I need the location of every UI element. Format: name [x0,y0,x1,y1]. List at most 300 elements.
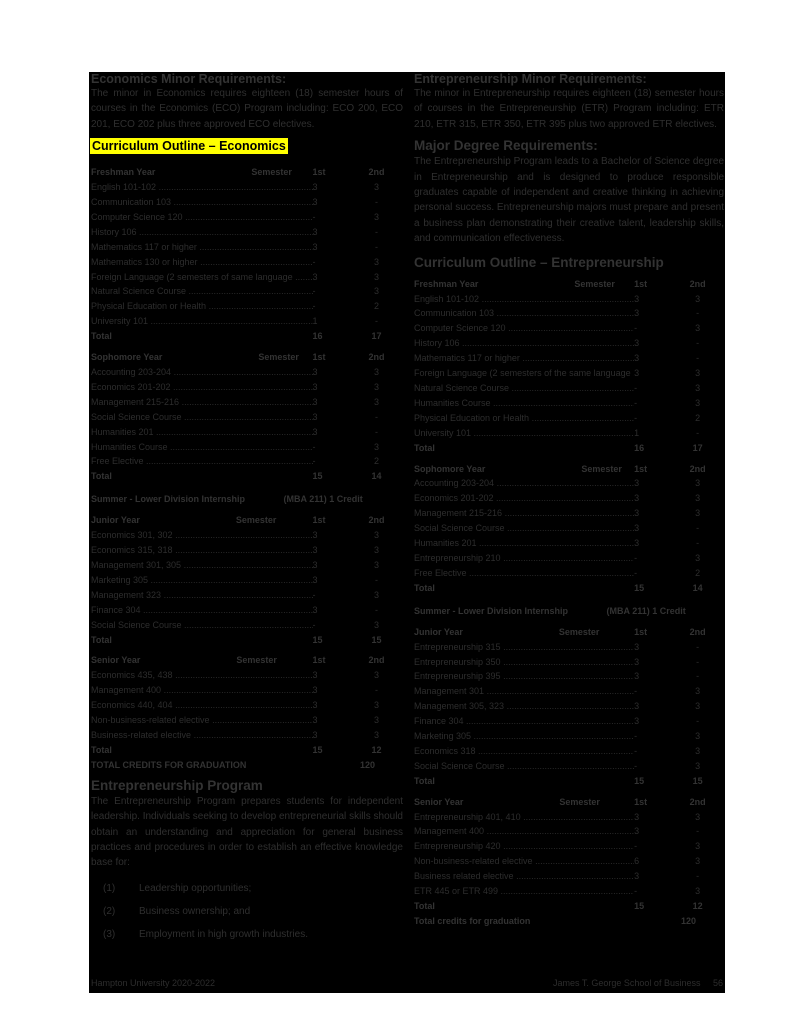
course-name: English 101-102 ..... [414,292,634,307]
credits-first-sem: - [312,256,316,267]
course-name: Humanities Course ..... [414,396,634,411]
course-row [414,306,724,321]
year-title: Junior Year [414,626,463,637]
year-block [414,625,724,789]
total-second-sem: 15 [371,634,382,645]
etr-internship [414,604,724,619]
col-second-sem: 2nd [368,655,385,666]
course-name: Computer Science 120 ..... [91,210,313,225]
credits-first-sem: - [634,567,638,578]
year-block [91,350,403,484]
total-label: Total [414,442,435,453]
etr-internship-label: Summer - Lower Division Internship [414,605,569,616]
total-second-sem: 15 [692,775,703,786]
etr-program-heading: Entrepreneurship Program [91,777,263,793]
year-block [91,165,403,344]
item-number: (3) [103,928,116,940]
course-row [91,425,403,440]
total-first-sem: 15 [312,634,323,645]
credits-second-sem: - [374,574,378,585]
course-row [91,210,403,225]
econ-lower-years [91,165,403,484]
course-name: University 101 ..... [91,314,313,329]
course-name: Physical Education or Health ..... [414,411,634,426]
catalog-page [89,72,725,993]
credits-second-sem: - [696,871,700,882]
course-row [91,440,403,455]
course-row [414,744,724,759]
curriculum-table [91,350,403,484]
credits-second-sem: 3 [373,381,379,392]
curriculum-table [91,165,403,344]
credits-first-sem: 3 [634,308,640,319]
course-name: Economics 318 ..... [414,744,634,759]
total-first-sem: 16 [634,442,645,453]
credits-first-sem: 3 [634,338,640,349]
course-row [91,240,403,255]
course-name: Foreign Language (2 semesters of same language ..... [91,270,313,285]
credits-first-sem: - [634,323,638,334]
credits-first-sem: 3 [634,293,640,304]
credits-first-sem: 3 [634,811,640,822]
year-title: Senior Year [91,655,141,666]
course-row [414,506,724,521]
credits-first-sem: 3 [312,367,318,377]
course-row [414,759,724,774]
etr-internship-credit: (MBA 211) 1 Credit [606,605,686,616]
course-name: Management 215-216 ..... [91,395,313,410]
course-name: ETR 445 or ETR 499 ..... [414,884,634,899]
course-name: Computer Science 120 ..... [414,321,634,336]
year-title: Senior Year [414,796,464,807]
econ-outline-heading: Curriculum Outline – Economics [92,139,286,154]
credits-first-sem: 3 [312,396,318,407]
course-name: Mathematics 117 or higher ..... [91,240,313,255]
credits-first-sem: - [634,552,638,563]
credits-second-sem: 3 [695,478,701,489]
course-name: Humanities 201 ..... [414,536,634,551]
course-name: Management 400 ..... [414,824,634,839]
credits-first-sem: 3 [312,271,318,282]
course-row [91,255,403,270]
credits-first-sem: - [634,760,638,771]
total-row [414,899,724,914]
credits-second-sem: - [374,197,378,208]
course-name: Accounting 203-204 ..... [91,365,313,380]
credits-second-sem: 3 [373,729,379,740]
course-name: Natural Science Course ..... [414,381,634,396]
course-row [414,854,724,869]
credits-second-sem: 2 [695,412,701,423]
course-row [91,195,403,210]
course-row [91,558,403,573]
credits-first-sem: 3 [312,411,318,422]
col-second-sem: 2nd [689,626,706,637]
year-block [414,462,724,596]
credits-second-sem: 3 [695,397,701,408]
credits-second-sem: - [696,716,700,727]
col-first-sem: 1st [312,515,326,526]
footer-right [553,978,723,988]
footer-school: James T. George School of Business [553,978,701,988]
total-label: Total [91,331,112,342]
etr-program-text: The Entrepreneurship Program prepares students for independent leadership. Individuals seeking to develop entrepreneurial skills should obtain an understanding and appreciation for general business practices and procedures in order to establish an effective knowledge base for: [91,795,403,869]
course-name: Entrepreneurship 350 ..... [414,655,634,670]
curriculum-table [91,653,403,757]
total-first-sem: 15 [634,582,645,593]
credits-second-sem: 2 [695,567,701,578]
course-name: Economics 301, 302 ..... [91,528,313,543]
course-name: Free Elective ..... [414,566,634,581]
credits-second-sem: 3 [373,619,379,630]
course-name: University 101 ..... [414,426,634,441]
semester-label: Semester [236,655,277,666]
credits-second-sem: 3 [695,686,701,697]
credits-first-sem: 3 [634,641,640,652]
major-req-text: The Entrepreneurship Program leads to a Bachelor of Science degree in Entrepreneurship and is designed to produce responsible graduates capable of independent and creative thinking in achieving personal success. Entrepreneurship majors must prepare and present a business plan demonstrating their creative talent, leadership skills, and communication effectiveness. [414,156,724,245]
credits-second-sem: 3 [373,670,379,681]
credits-second-sem: - [374,604,378,615]
credits-first-sem: 3 [312,530,318,541]
credits-second-sem: 3 [695,383,701,393]
year-header-row [91,350,403,365]
course-name: Management 301 ..... [414,684,634,699]
total-label: Total [91,634,112,645]
credits-second-sem: 3 [373,545,379,556]
credits-second-sem: 3 [373,256,379,267]
credits-first-sem: - [634,731,638,742]
course-row [414,699,724,714]
course-name: Business-related elective ..... [91,728,313,743]
course-name: Economics 201-202 ..... [414,491,634,506]
credits-first-sem: 3 [634,716,640,727]
course-name: Business related elective ..... [414,869,634,884]
credits-first-sem: 3 [312,700,318,711]
total-row [91,743,403,758]
course-row [414,551,724,566]
course-row [91,365,403,380]
total-row [414,581,724,596]
course-row [414,411,724,426]
credits-first-sem: 3 [634,353,640,364]
major-req-heading: Major Degree Requirements: [414,138,598,154]
col-second-sem: 2nd [689,463,706,474]
total-first-sem: 15 [312,744,323,755]
econ-grad-value: 120 [359,759,375,770]
year-header-row [91,653,403,668]
semester-label: Semester [558,626,600,637]
year-header-row [414,462,724,477]
etr-upper-years [414,625,724,914]
course-row [91,395,403,410]
etr-grad-label: Total credits for graduation [414,915,531,926]
credits-second-sem: 3 [695,323,701,334]
credits-first-sem: 3 [312,545,318,556]
course-name: Free Elective ..... [91,454,313,469]
item-number: (1) [103,882,116,894]
course-row [91,728,403,743]
credits-second-sem: 2 [373,456,379,467]
credits-first-sem: - [634,886,638,897]
col-second-sem: 2nd [689,796,706,807]
course-row [91,284,403,299]
course-row [414,714,724,729]
total-second-sem: 14 [371,471,382,482]
course-row [91,603,403,618]
semester-label: Semester [559,796,600,807]
year-block [91,513,403,647]
course-name: History 106 ..... [414,336,634,351]
course-row [91,713,403,728]
course-row [414,521,724,536]
course-name: Mathematics 130 or higher ..... [91,255,313,270]
credits-second-sem: - [696,826,700,837]
year-title: Freshman Year [91,167,156,178]
total-first-sem: 15 [634,775,645,786]
year-block [414,277,724,456]
course-name: Management 301, 305 ..... [91,558,313,573]
credits-second-sem: 3 [373,286,379,297]
credits-first-sem: 3 [312,381,318,392]
course-name: Non-business-related elective ..... [414,854,634,869]
credits-first-sem: 1 [634,427,640,438]
course-row [414,869,724,884]
credits-first-sem: 3 [312,241,318,252]
total-second-sem: 17 [371,331,382,342]
course-row [414,426,724,441]
credits-second-sem: - [696,641,700,652]
year-header-row [91,513,403,528]
course-row [414,824,724,839]
total-row [91,469,403,484]
course-name: Mathematics 117 or higher ..... [414,351,634,366]
etr-lower-years [414,277,724,596]
credits-second-sem: - [374,226,378,237]
etr-program-item [91,881,403,896]
credits-first-sem: - [312,456,316,467]
course-name: Entrepreneurship 210 ..... [414,551,634,566]
etr-minor-text: The minor in Entrepreneurship requires eighteen (18) semester hours of courses in the Entrepreneurship (ETR) Program including: ETR 210, ETR 315, ETR 350, ETR 395 plus two approved ETR electives. [414,88,724,130]
credits-second-sem: - [696,427,700,438]
course-row [91,380,403,395]
credits-first-sem: 3 [312,685,318,696]
col-first-sem: 1st [312,352,326,363]
year-title: Sophomore Year [414,463,486,474]
total-first-sem: 15 [312,471,323,482]
credits-second-sem: 3 [695,508,701,519]
credits-second-sem: - [374,685,378,696]
credits-second-sem: - [374,426,378,437]
col-second-sem: 2nd [368,352,385,363]
total-first-sem: 16 [312,331,323,342]
year-header-row [414,795,724,810]
econ-grad-total [91,758,403,772]
course-name: Management 323 ..... [91,588,313,603]
year-title: Sophomore Year [91,352,163,363]
credits-second-sem: - [374,316,378,327]
course-row [91,225,403,240]
credits-second-sem: 3 [373,700,379,711]
credits-second-sem: 3 [373,715,379,726]
col-first-sem: 1st [634,463,648,474]
course-name: Communication 103 ..... [414,306,634,321]
credits-first-sem: 3 [312,670,318,681]
course-name: Management 215-216 ..... [414,506,634,521]
course-name: Marketing 305 ..... [414,729,634,744]
credits-second-sem: - [696,353,700,364]
course-row [414,321,724,336]
total-label: Total [91,471,112,482]
credits-first-sem: 3 [312,182,318,193]
total-second-sem: 12 [371,744,382,755]
course-name: Entrepreneurship 420 ..... [414,839,634,854]
footer-left: Hampton University 2020-2022 [91,978,216,988]
course-row [414,669,724,684]
credits-second-sem: 3 [373,530,379,541]
item-text: Business ownership; and [139,905,251,917]
course-row [91,454,403,469]
etr-program-item [91,927,403,942]
year-block [91,653,403,757]
credits-second-sem: - [696,656,700,667]
etr-grad-total [414,914,724,928]
total-row [91,633,403,648]
course-row [91,618,403,633]
course-row [91,180,403,195]
credits-first-sem: 6 [634,856,640,867]
semester-label: Semester [251,167,292,178]
credits-second-sem: 3 [695,368,701,379]
credits-first-sem: - [634,412,638,423]
course-row [414,655,724,670]
credits-first-sem: - [634,745,638,756]
credits-second-sem: 3 [695,745,701,756]
course-name: Finance 304 ..... [91,603,313,618]
credits-first-sem: 3 [634,871,640,882]
econ-minor-text: The minor in Economics requires eighteen (18) semester hours of courses in the Economics (ECO) Program including: ECO 200, ECO 201, ECO 202 plus three approved ECO electives. [91,88,403,130]
credits-first-sem: 1 [312,316,318,327]
col-first-sem: 1st [634,626,648,637]
course-name: Entrepreneurship 315 ..... [414,640,634,655]
credits-second-sem: 3 [695,701,701,712]
credits-second-sem: - [374,241,378,252]
credits-first-sem: 3 [312,426,318,437]
year-header-row [414,625,724,640]
credits-first-sem: - [634,383,638,393]
etr-program-item [91,904,403,919]
col-first-sem: 1st [634,278,648,289]
etr-grad-value: 120 [680,915,696,926]
credits-first-sem: 3 [312,226,318,237]
course-row [414,810,724,825]
credits-second-sem: 3 [695,293,701,304]
credits-first-sem: 3 [312,604,318,615]
credits-first-sem: 3 [312,559,318,570]
credits-second-sem: - [696,538,700,549]
course-name: Economics 440, 404 ..... [91,698,313,713]
year-header-row [91,165,403,180]
total-row [414,441,724,456]
curriculum-table [91,513,403,647]
credits-first-sem: 3 [634,523,640,534]
course-row [91,683,403,698]
credits-second-sem: 3 [695,731,701,742]
course-name: Marketing 305 ..... [91,573,313,588]
credits-second-sem: - [696,523,700,534]
credits-first-sem: 3 [312,197,318,208]
credits-first-sem: - [312,286,316,297]
course-name: English 101-102 ..... [91,180,313,195]
col-second-sem: 2nd [368,167,385,178]
course-name: Entrepreneurship 395 ..... [414,669,634,684]
credits-first-sem: 3 [634,493,640,504]
total-row [91,329,403,344]
course-name: Economics 435, 438 ..... [91,668,313,683]
econ-internship [91,492,403,507]
course-name: Social Science Course ..... [91,618,313,633]
credits-second-sem: 3 [373,271,379,282]
total-label: Total [414,582,435,593]
semester-label: Semester [574,278,615,289]
econ-minor-heading: Economics Minor Requirements: [91,72,287,86]
course-row [414,684,724,699]
course-row [91,573,403,588]
course-name: Communication 103 ..... [91,195,313,210]
total-second-sem: 17 [692,442,703,453]
course-row [414,292,724,307]
total-second-sem: 14 [692,582,703,593]
year-header-row [414,277,724,292]
course-name: Natural Science Course ..... [91,284,313,299]
credits-second-sem: - [696,671,700,682]
credits-first-sem: - [312,211,316,222]
credits-first-sem: - [634,397,638,408]
credits-second-sem: - [696,338,700,349]
course-name: Finance 304 ..... [414,714,634,729]
course-row [414,884,724,899]
course-row [414,366,724,381]
course-row [91,698,403,713]
year-title: Junior Year [91,515,140,526]
course-name: Economics 201-202 ..... [91,380,313,395]
credits-second-sem: 3 [695,493,701,504]
course-row [414,729,724,744]
credits-second-sem: 3 [373,367,379,377]
total-second-sem: 12 [692,901,703,911]
credits-first-sem: 3 [312,574,318,585]
course-name: Foreign Language (2 semesters of the same language ..... [414,366,634,381]
credits-first-sem: 3 [634,656,640,667]
credits-first-sem: - [634,686,638,697]
course-name: Social Science Course ..... [414,759,634,774]
credits-second-sem: 3 [695,856,701,867]
course-name: Physical Education or Health ..... [91,299,313,314]
course-row [91,528,403,543]
course-row [91,543,403,558]
item-text: Leadership opportunities; [139,882,252,894]
item-text: Employment in high growth industries. [139,928,308,940]
total-label: Total [414,901,435,911]
credits-second-sem: 3 [373,589,379,600]
credits-second-sem: 3 [373,211,379,222]
course-row [414,476,724,491]
course-name: Accounting 203-204 ..... [414,476,634,491]
credits-first-sem: 3 [634,368,640,379]
course-row [414,351,724,366]
credits-second-sem: 2 [373,301,379,312]
credits-first-sem: 3 [634,826,640,837]
left-column [91,72,403,942]
